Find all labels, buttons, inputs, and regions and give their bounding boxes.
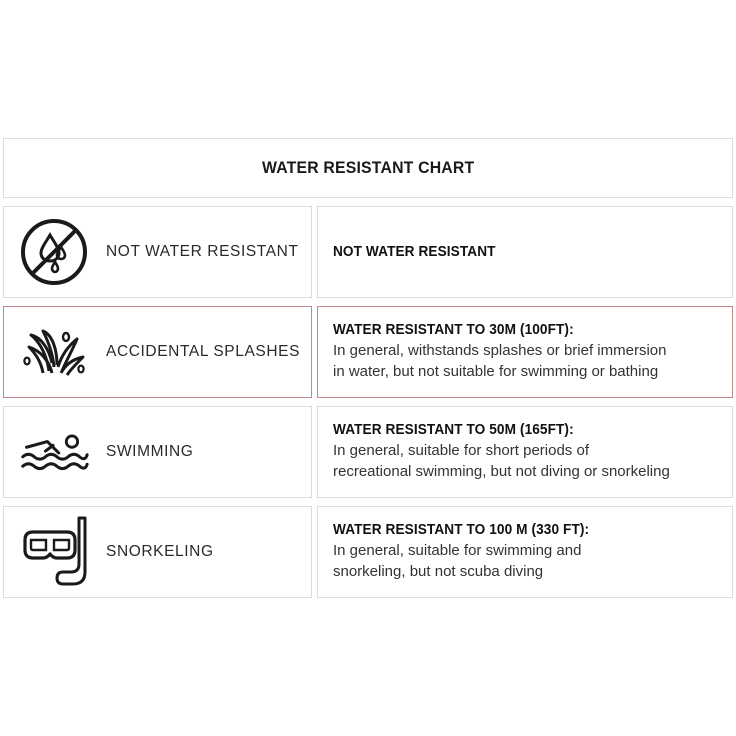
row-description-line: In general, suitable for swimming and xyxy=(333,542,582,559)
row-label: SNORKELING xyxy=(106,543,214,560)
chart-title-cell xyxy=(3,138,733,198)
row-heading: WATER RESISTANT TO 50M (165FT): xyxy=(333,422,574,438)
row-description xyxy=(333,440,732,482)
row-heading: WATER RESISTANT TO 30M (100FT): xyxy=(333,322,574,338)
row-description-line: snorkeling, but not scuba diving xyxy=(333,563,544,580)
row-accidental-splashes-info-cell xyxy=(317,306,733,398)
row-description xyxy=(333,340,732,382)
row-snorkeling-label-cell xyxy=(3,506,312,598)
row-label: SWIMMING xyxy=(106,443,194,460)
swimmer-icon xyxy=(19,417,89,487)
row-description-line: in water, but not suitable for swimming or bathing xyxy=(333,363,659,380)
row-snorkeling-info-cell xyxy=(317,506,733,598)
row-description xyxy=(333,540,732,582)
snorkel-mask-icon xyxy=(19,517,89,587)
row-heading: NOT WATER RESISTANT xyxy=(333,244,496,260)
row-description-line: In general, suitable for short periods of xyxy=(333,442,589,459)
splash-icon xyxy=(19,317,89,387)
no-water-icon xyxy=(19,217,89,287)
row-label: ACCIDENTAL SPLASHES xyxy=(106,343,301,360)
row-not-water-resistant-label-cell xyxy=(3,206,312,298)
row-swimming-info-cell xyxy=(317,406,733,498)
row-swimming-label-cell xyxy=(3,406,312,498)
row-not-water-resistant-info-cell xyxy=(317,206,733,298)
row-description-line: In general, withstands splashes or brief immersion xyxy=(333,342,667,359)
row-label: NOT WATER RESISTANT xyxy=(106,243,299,260)
row-heading: WATER RESISTANT TO 100 M (330 FT): xyxy=(333,522,590,538)
row-description-line: recreational swimming, but not diving or snorkeling xyxy=(333,463,670,480)
row-accidental-splashes-label-cell xyxy=(3,306,312,398)
chart-title: WATER RESISTANT CHART xyxy=(261,158,475,177)
